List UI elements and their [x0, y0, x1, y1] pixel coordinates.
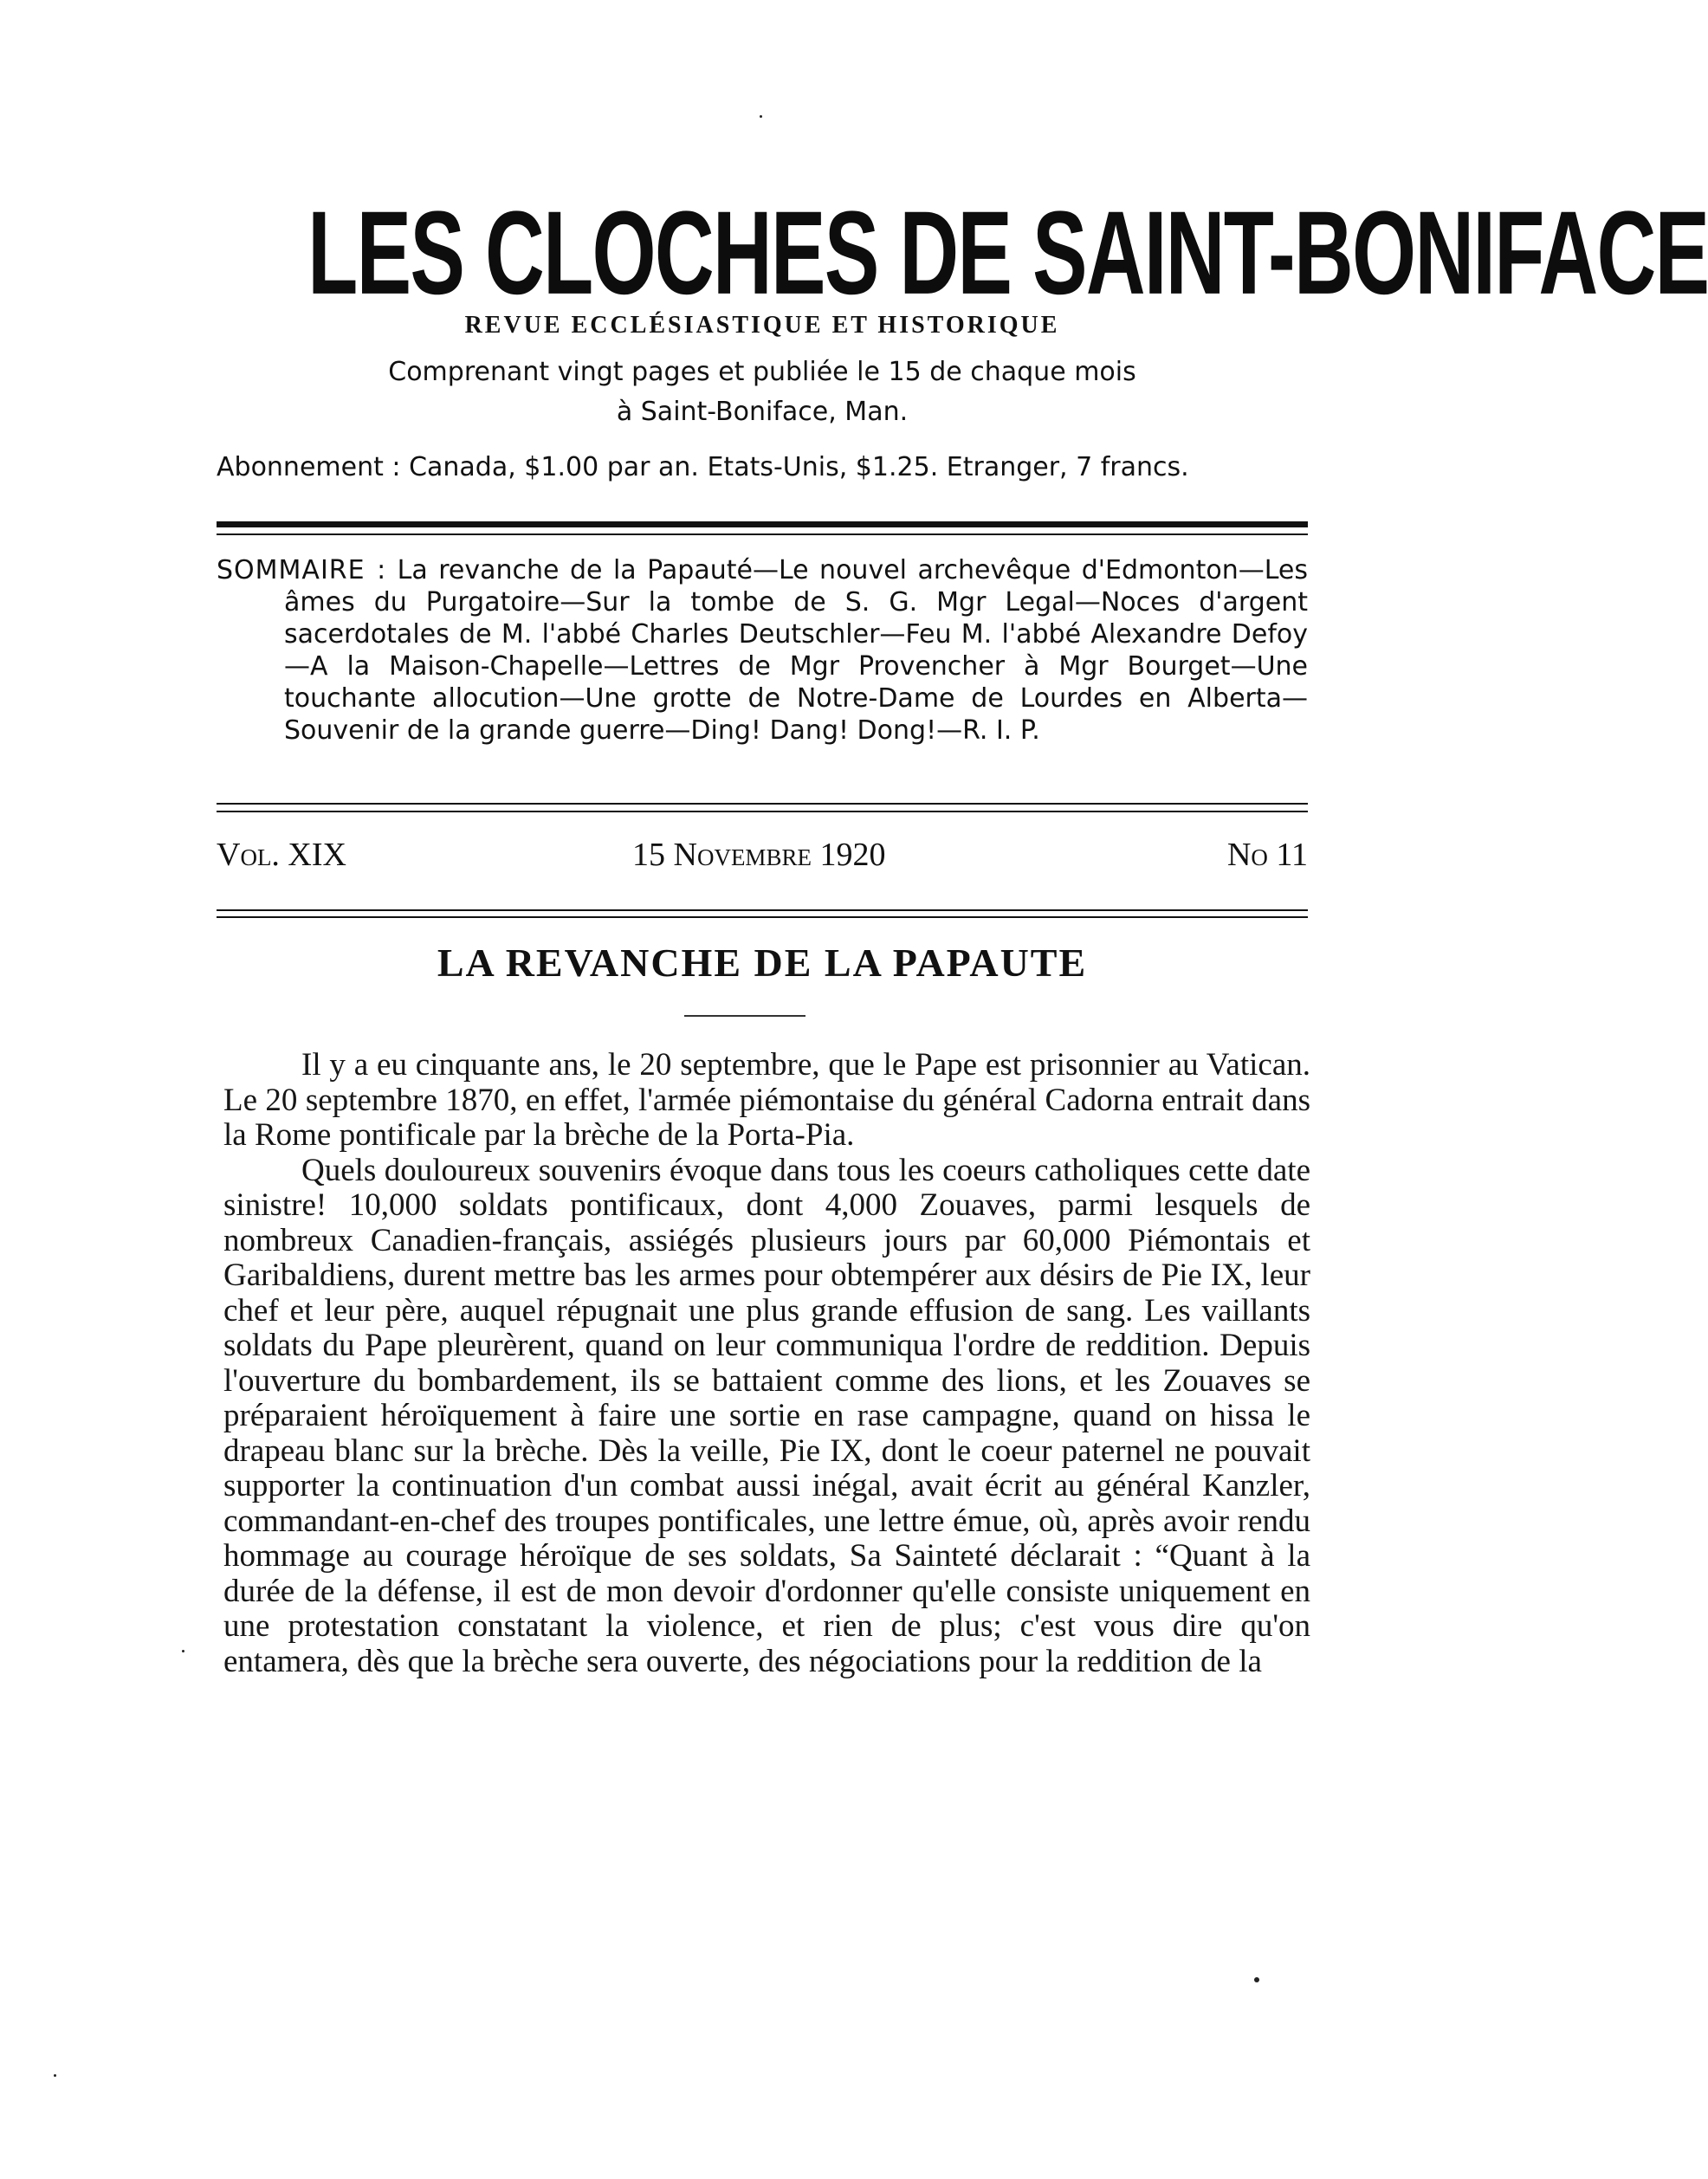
summary-text: La revanche de la Papauté—Le nouvel archevêque d'Edmonton—Les âmes du Purgatoire—Sur la tombe de S. G. Mgr Legal—Noces d'argent sacerdotales de M. l'abbé Charles Deutschler—Feu M. l'abbé Alexandre Defoy—A la Maison-Chapelle—Lettres de Mgr Provencher à Mgr Bourget—Une touchante allocution—Une grotte de Notre-Dame de Lourdes en Alberta—Souvenir de la grande guerre—Ding! Dang! Dong!—R. I. P.	[284, 555, 1308, 746]
scan-speck	[1254, 1977, 1259, 1982]
subscription-label: Abonnement :	[217, 452, 401, 482]
summary-paragraph	[217, 554, 1308, 747]
divider-thin	[217, 909, 1308, 911]
divider-thin	[217, 916, 1308, 918]
scan-speck	[54, 2074, 56, 2077]
table-of-contents	[217, 554, 1308, 747]
article-paragraph: Quels douloureux souvenirs évoque dans tous les coeurs catholiques cette date sinistre! 10,000 soldats pontificaux, dont 4,000 Zouaves, parmi lesquels de nombreux Canadien-français, assiégés plusieurs jours par 60,000 Piémontais et Garibaldiens, durent mettre bas les armes pour obtempérer aux désirs de Pie IX, leur chef et leur père, auquel répugnait une plus grande effusion de sang. Les vaillants soldats du Pape pleurèrent, quand on leur communiqua l'ordre de reddition. Depuis l'ouverture du bombardement, ils se battaient comme des lions, et les Zouaves se préparaient héroïquement à faire une sortie en rase campagne, quand on hissa le drapeau blanc sur la brèche. Dès la veille, Pie IX, dont le coeur paternel ne pouvait supporter la continuation d'un combat aussi inégal, avait écrit au général Kanzler, commandant-en-chef des troupes pontificales, une lettre émue, où, après avoir rendu hommage au courage héroïque de ses soldats, Sa Sainteté déclarait : “Quant à la durée de la défense, il est de mon devoir d'ordonner qu'elle consiste uniquement en une protestation constatant la violence, et rien de plus; c'est vous dire qu'on entamera, dès que la brèche sera ouverte, des négociations pour la reddition de la	[223, 1152, 1310, 1679]
journal-title: LES CLOCHES DE SAINT-BONIFACE	[307, 186, 1708, 320]
title-underline	[684, 1015, 805, 1017]
volume-number: Vol. XIX	[217, 837, 346, 873]
issue-info-bar	[217, 836, 1308, 879]
subscription-info	[217, 452, 1317, 482]
scan-speck	[760, 115, 762, 118]
article-paragraph: Il y a eu cinquante ans, le 20 septembre, que le Pape est prisonnier au Vatican. Le 20 septembre 1870, en effet, l'armée piémontaise du général Cadorna entrait dans la Rome pontificale par la brèche de la Porta-Pia.	[223, 1047, 1310, 1153]
subscription-text: Canada, $1.00 par an. Etats-Unis, $1.25. Etranger, 7 francs.	[409, 452, 1189, 482]
issue-date: 15 Novembre 1920	[632, 837, 886, 873]
divider-thin	[217, 533, 1308, 535]
journal-subtitle: REVUE ECCLÉSIASTIQUE ET HISTORIQUE	[464, 312, 1060, 339]
divider-thick	[217, 521, 1308, 527]
publication-description-line-1: Comprenant vingt pages et publiée le 15 de chaque mois	[388, 357, 1136, 387]
article-body	[223, 1048, 1310, 1679]
issue-number: No 11	[1226, 837, 1308, 873]
divider-thin	[217, 811, 1308, 812]
article-title: LA REVANCHE DE LA PAPAUTE	[437, 941, 1088, 985]
scan-speck	[182, 1650, 184, 1652]
publication-description-line-2: à Saint-Boniface, Man.	[616, 397, 909, 427]
summary-label: SOMMAIRE :	[217, 555, 387, 585]
divider-thin	[217, 803, 1308, 805]
